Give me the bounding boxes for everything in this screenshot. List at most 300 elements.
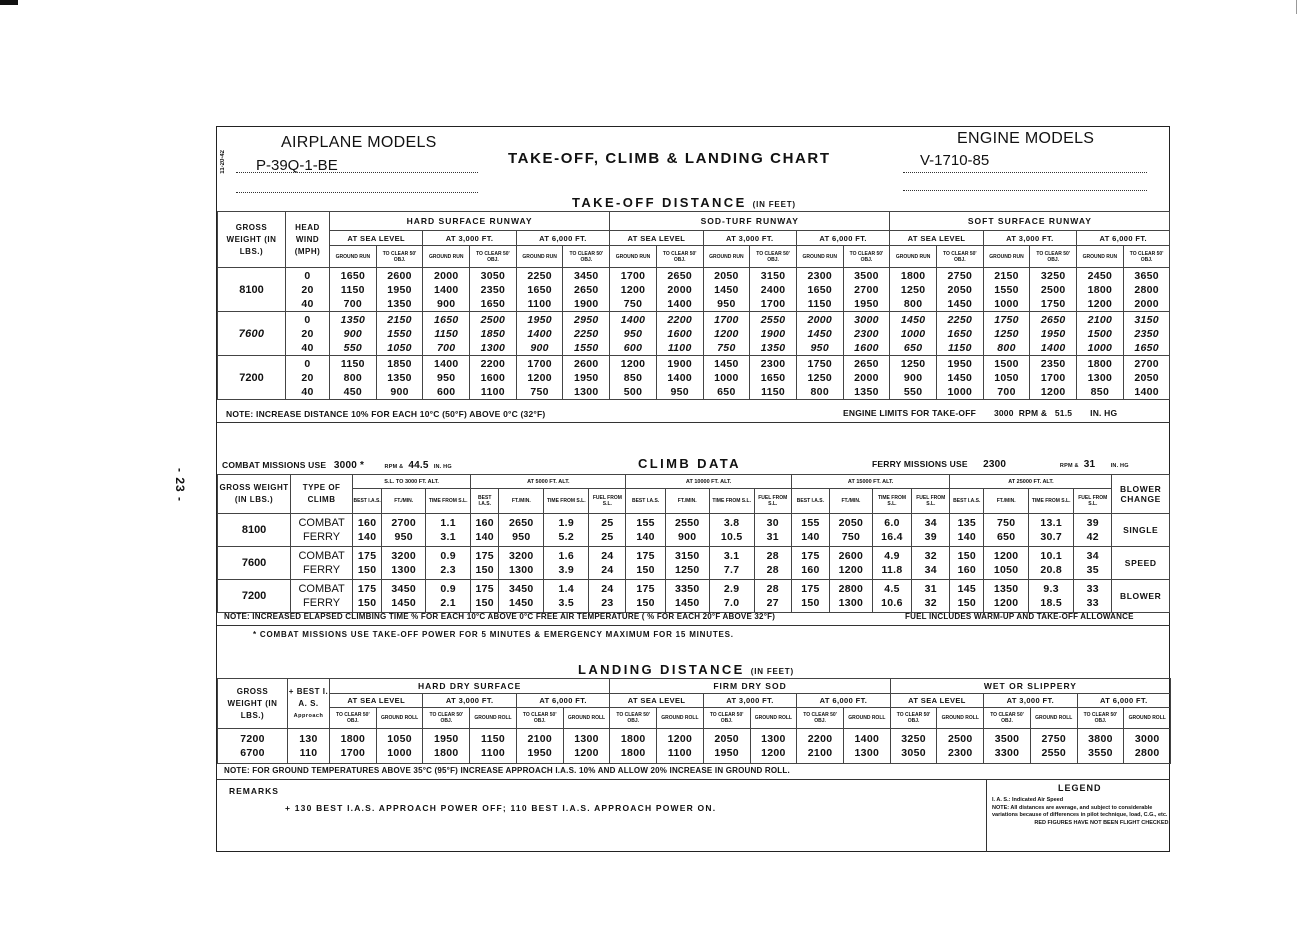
distance-value: 1850	[480, 327, 506, 340]
landing-value: 3300	[994, 747, 1020, 759]
climb-value: 135	[957, 517, 976, 529]
distance-value: 750	[717, 341, 736, 354]
column-header: TO CLEAR 50' OBJ.	[890, 708, 937, 729]
distance-value: 1150	[434, 327, 459, 340]
climb-cell	[791, 514, 829, 547]
distance-cell	[1123, 268, 1170, 312]
distance-value: 2650	[854, 357, 879, 370]
climb-value: 30	[766, 517, 779, 529]
engine-model-line-2	[903, 190, 1147, 191]
head-wind-cell	[286, 356, 330, 400]
head-wind-value: 0	[304, 269, 311, 282]
landing-value: 2300	[948, 747, 973, 759]
landing-value: 1950	[434, 733, 459, 745]
altitude-header: AT SEA LEVEL	[330, 231, 423, 246]
column-header: TO CLEAR 50' OBJ.	[936, 246, 983, 268]
weight-cell: 8100	[218, 268, 286, 312]
climb-value: 3450	[509, 583, 534, 595]
distance-cell	[890, 268, 937, 312]
climb-cell	[382, 514, 426, 547]
distance-value: 1900	[574, 297, 599, 310]
climb-rule	[217, 625, 1170, 626]
distance-value: 600	[623, 341, 643, 354]
distance-value: 1700	[527, 357, 552, 370]
distance-value: 3250	[1040, 269, 1066, 282]
best-ias-label: + BEST I. A. S.	[288, 686, 329, 708]
distance-cell	[1077, 268, 1124, 312]
climb-cell	[830, 514, 873, 547]
altitude-header: AT SEA LEVEL	[890, 694, 983, 708]
distance-cell	[516, 356, 563, 400]
climb-cell	[1074, 547, 1112, 580]
legend-red-note: RED FIGURES HAVE NOT BEEN FLIGHT CHECKED.	[1034, 819, 1170, 826]
climb-type: FERRY	[303, 564, 341, 576]
column-header: FUEL FROM S.L.	[1074, 489, 1112, 514]
distance-value: 1400	[433, 283, 459, 296]
climb-value: 24	[601, 583, 614, 595]
distance-value: 1950	[527, 313, 552, 326]
climb-cell	[382, 547, 426, 580]
distance-cell	[936, 356, 983, 400]
column-header: TO CLEAR 50' OBJ.	[656, 246, 703, 268]
distance-value: 1650	[527, 283, 552, 296]
climb-value: 3200	[509, 550, 534, 562]
weight-value: 7200	[240, 733, 265, 745]
distance-value: 1950	[947, 357, 973, 370]
landing-cell	[890, 729, 937, 764]
climb-value: 1200	[838, 564, 864, 576]
altitude-header: AT 6,000 FT.	[797, 694, 891, 708]
distance-value: 1000	[1087, 341, 1113, 354]
distance-cell	[376, 356, 423, 400]
distance-cell	[796, 268, 843, 312]
distance-value: 650	[717, 385, 736, 398]
climb-cell	[709, 547, 754, 580]
landing-table	[217, 678, 1171, 764]
climb-value: 1450	[509, 597, 534, 609]
climb-value: 900	[678, 531, 697, 543]
altitude-group-header: AT 10000 FT. ALT.	[626, 475, 791, 489]
distance-value: 2050	[947, 283, 973, 296]
column-header: TO CLEAR 50' OBJ.	[984, 708, 1031, 729]
climb-value: 175	[357, 550, 377, 562]
distance-cell	[1077, 356, 1124, 400]
climb-cell	[1029, 514, 1074, 547]
climb-value: 3200	[391, 550, 416, 562]
climb-cell	[353, 547, 382, 580]
distance-value: 2250	[947, 313, 973, 326]
climb-cell	[754, 514, 791, 547]
climb-cell	[626, 580, 665, 613]
distance-cell	[563, 312, 610, 356]
climb-cell	[754, 580, 791, 613]
climb-value: 150	[357, 564, 377, 576]
distance-value: 2700	[854, 283, 879, 296]
climb-title: CLIMB DATA	[638, 456, 741, 471]
distance-value: 3050	[480, 269, 506, 282]
climb-value: 13.1	[1040, 517, 1062, 529]
landing-value: 1200	[761, 747, 786, 759]
distance-value: 2200	[667, 313, 692, 326]
distance-value: 1350	[387, 371, 412, 384]
distance-value: 2950	[574, 313, 599, 326]
distance-value: 800	[343, 371, 363, 384]
distance-value: 1650	[340, 269, 366, 282]
distance-cell	[330, 268, 377, 312]
column-header: GROUND RUN	[703, 246, 750, 268]
climb-value: 33	[1086, 583, 1099, 595]
column-header: FUEL FROM S.L.	[589, 489, 626, 514]
climb-value: 1.6	[558, 550, 575, 562]
distance-value: 2000	[854, 371, 879, 384]
distance-cell	[470, 356, 517, 400]
column-header: TO CLEAR 50' OBJ.	[1030, 246, 1077, 268]
takeoff-note: NOTE: INCREASE DISTANCE 10% FOR EACH 10°C (50°F) ABOVE 0°C (32°F)	[226, 409, 546, 419]
distance-value: 1650	[433, 313, 459, 326]
combat-missions-line: COMBAT MISSIONS USE 3000 * RPM & 44.5 IN. HG	[222, 460, 452, 471]
climb-value: 3450	[391, 583, 416, 595]
distance-value: 950	[670, 385, 689, 398]
distance-value: 2650	[574, 283, 599, 296]
distance-value: 1400	[667, 371, 692, 384]
climb-value: 2700	[391, 517, 416, 529]
chart-title: TAKE-OFF, CLIMB & LANDING CHART	[508, 150, 831, 167]
column-header: GROUND RUN	[983, 246, 1030, 268]
climb-value: 6.0	[884, 517, 900, 529]
climb-value: 30.7	[1040, 531, 1062, 543]
climb-value: 10.1	[1040, 550, 1062, 562]
distance-cell	[1123, 356, 1170, 400]
column-header: TO CLEAR 50' OBJ.	[610, 708, 657, 729]
distance-value: 1000	[994, 297, 1019, 310]
head-wind-value: 20	[301, 371, 314, 384]
climb-value: 140	[801, 531, 820, 543]
distance-value: 1600	[667, 327, 692, 340]
page-edge-mark	[0, 0, 18, 5]
climb-value: 3.1	[440, 531, 456, 543]
distance-value: 1450	[900, 313, 926, 326]
landing-value: 3000	[1134, 733, 1160, 745]
distance-cell	[376, 268, 423, 312]
climb-cell	[709, 580, 754, 613]
climb-value: 31	[924, 583, 937, 595]
column-header: GROUND ROLL	[1030, 708, 1077, 729]
remarks-title: REMARKS	[229, 786, 279, 796]
surface-header: WET OR SLIPPERY	[890, 679, 1170, 694]
climb-cell	[830, 547, 873, 580]
landing-cell	[376, 729, 423, 764]
climb-cell	[544, 514, 589, 547]
climb-value: 24	[601, 564, 614, 576]
document-code: 11-20-42	[220, 150, 226, 174]
climb-value: 1.4	[558, 583, 575, 595]
climb-value: 140	[475, 531, 494, 543]
column-header: TO CLEAR 50' OBJ.	[330, 708, 377, 729]
distance-value: 2600	[387, 269, 412, 282]
climb-value: 150	[475, 597, 494, 609]
surface-header: FIRM DRY SOD	[610, 679, 890, 694]
column-header: TIME FROM S.L.	[709, 489, 754, 514]
distance-value: 1200	[620, 357, 646, 370]
climb-value: 16.4	[881, 531, 903, 543]
column-header: GROUND ROLL	[750, 708, 797, 729]
climb-cell	[471, 514, 499, 547]
landing-value: 3500	[994, 733, 1020, 745]
altitude-header: AT SEA LEVEL	[610, 231, 703, 246]
distance-cell	[890, 312, 937, 356]
distance-cell	[423, 356, 470, 400]
climb-value: 35	[1086, 564, 1099, 576]
distance-value: 2350	[480, 283, 506, 296]
gross-weight-header: GROSS WEIGHT (IN LBS.)	[218, 679, 288, 729]
climb-cell	[872, 547, 911, 580]
climb-value: 750	[996, 517, 1016, 529]
distance-cell	[983, 356, 1030, 400]
distance-value: 800	[903, 297, 923, 310]
distance-value: 1400	[433, 357, 459, 370]
climb-value: 31	[766, 531, 779, 543]
distance-cell	[610, 312, 657, 356]
distance-value: 750	[623, 297, 643, 310]
climb-value: 28	[766, 564, 779, 576]
distance-cell	[516, 268, 563, 312]
column-header: GROUND ROLL	[376, 708, 423, 729]
distance-value: 1750	[994, 313, 1019, 326]
climb-value: 23	[601, 597, 614, 609]
distance-value: 750	[530, 385, 549, 398]
landing-value: 1950	[527, 747, 553, 759]
landing-value: 2050	[714, 733, 739, 745]
landing-cell	[1077, 729, 1124, 764]
climb-value: 2550	[674, 517, 700, 529]
legend-title: LEGEND	[1058, 783, 1102, 793]
distance-value: 2000	[807, 313, 833, 326]
column-header: TO CLEAR 50' OBJ.	[470, 246, 517, 268]
landing-value: 1950	[714, 747, 739, 759]
distance-value: 700	[997, 385, 1016, 398]
column-header: TO CLEAR 50' OBJ.	[1077, 708, 1124, 729]
climb-value: 3350	[674, 583, 700, 595]
climb-value: 175	[801, 583, 820, 595]
climb-value: 1200	[993, 550, 1019, 562]
column-header: TO CLEAR 50' OBJ.	[750, 246, 797, 268]
distance-cell	[330, 356, 377, 400]
climb-value: 3.1	[723, 550, 740, 562]
climb-value: 18.5	[1040, 597, 1062, 609]
climb-value: 2800	[838, 583, 864, 595]
climb-type: FERRY	[303, 597, 341, 609]
distance-cell	[1077, 312, 1124, 356]
climb-value: 140	[636, 531, 655, 543]
climb-cell	[471, 547, 499, 580]
distance-value: 1900	[667, 357, 692, 370]
distance-cell	[843, 356, 890, 400]
takeoff-table	[217, 211, 1170, 400]
climb-value: 650	[996, 531, 1016, 543]
climb-cell	[499, 514, 544, 547]
distance-value: 1450	[807, 327, 833, 340]
combat-note: * COMBAT MISSIONS USE TAKE-OFF POWER FOR 5 MINUTES & EMERGENCY MAXIMUM FOR 15 MINUTES.	[253, 630, 734, 639]
distance-cell	[983, 268, 1030, 312]
distance-value: 1150	[340, 283, 365, 296]
climb-cell	[353, 514, 382, 547]
distance-cell	[843, 312, 890, 356]
distance-value: 1150	[807, 297, 832, 310]
column-header: GROUND RUN	[1077, 246, 1124, 268]
landing-note: NOTE: FOR GROUND TEMPERATURES ABOVE 35°C (95°F) INCREASE APPROACH I.A.S. 10% AND ALLOW 20% INCREASE IN GROUND ROLL.	[224, 766, 790, 775]
distance-value: 3500	[854, 269, 879, 282]
distance-cell	[423, 312, 470, 356]
distance-value: 2450	[1087, 269, 1113, 282]
distance-value: 1000	[900, 327, 926, 340]
climb-value: 2.1	[440, 597, 456, 609]
distance-cell	[983, 312, 1030, 356]
altitude-group-header: AT 25000 FT. ALT.	[950, 475, 1112, 489]
distance-value: 1450	[947, 371, 973, 384]
climb-value: 1450	[391, 597, 416, 609]
distance-cell	[563, 356, 610, 400]
distance-value: 900	[903, 371, 923, 384]
altitude-header: AT 6,000 FT.	[796, 231, 889, 246]
climb-value: 1300	[838, 597, 864, 609]
legend-note: NOTE: All distances are average, and subject to considerable variations because of differences in pilot technique, load, C.G., etc.	[992, 804, 1168, 818]
distance-value: 1700	[714, 313, 739, 326]
distance-value: 2000	[667, 283, 692, 296]
ias-value: 110	[299, 747, 318, 759]
distance-value: 1450	[714, 357, 739, 370]
distance-cell	[936, 268, 983, 312]
distance-value: 2100	[1087, 313, 1113, 326]
distance-value: 1700	[1040, 371, 1066, 384]
distance-value: 950	[437, 371, 456, 384]
distance-value: 1750	[807, 357, 833, 370]
column-header: FT./MIN.	[830, 489, 873, 514]
distance-value: 3650	[1134, 269, 1159, 282]
distance-value: 1800	[1087, 283, 1113, 296]
landing-value: 1300	[761, 733, 786, 745]
landing-value: 2800	[1134, 747, 1160, 759]
distance-cell	[610, 356, 657, 400]
column-header: FT./MIN.	[984, 489, 1029, 514]
climb-value: 2050	[838, 517, 864, 529]
engine-model-line	[903, 172, 1147, 173]
climb-value: 950	[394, 531, 413, 543]
column-header: TIME FROM S.L.	[1029, 489, 1074, 514]
column-header: TO CLEAR 50' OBJ.	[423, 708, 470, 729]
airplane-models-title: AIRPLANE MODELS	[281, 134, 437, 151]
climb-value: 25	[601, 531, 614, 543]
climb-value: 160	[957, 564, 976, 576]
distance-value: 1200	[527, 371, 552, 384]
distance-value: 2150	[994, 269, 1019, 282]
climb-value: 1.1	[440, 517, 456, 529]
climb-table	[217, 474, 1170, 613]
climb-value: 2650	[509, 517, 534, 529]
climb-cell	[709, 514, 754, 547]
head-wind-header: HEAD WIND (MPH)	[286, 212, 330, 268]
distance-value: 3000	[854, 313, 879, 326]
surface-header: HARD SURFACE RUNWAY	[330, 212, 610, 231]
climb-value: 4.5	[884, 583, 900, 595]
landing-value: 1300	[574, 733, 599, 745]
climb-value: 1050	[993, 564, 1019, 576]
distance-value: 1950	[854, 297, 879, 310]
airplane-model: P-39Q-1-BE	[256, 157, 338, 174]
landing-cell	[470, 729, 517, 764]
climb-cell	[754, 547, 791, 580]
distance-value: 1650	[480, 297, 506, 310]
distance-value: 900	[437, 297, 456, 310]
climb-value: 175	[636, 583, 655, 595]
column-header: TIME FROM S.L.	[544, 489, 589, 514]
landing-value: 1100	[667, 747, 692, 759]
climb-value: 160	[475, 517, 494, 529]
column-header: TO CLEAR 50' OBJ.	[1123, 246, 1170, 268]
distance-value: 1100	[527, 297, 552, 310]
climb-value: 155	[801, 517, 820, 529]
takeoff-rule	[217, 422, 1170, 423]
distance-value: 2350	[1134, 327, 1159, 340]
column-header: TIME FROM S.L.	[426, 489, 471, 514]
landing-cell	[657, 729, 704, 764]
distance-value: 1850	[387, 357, 412, 370]
climb-cell	[984, 580, 1029, 613]
climb-cell	[626, 547, 665, 580]
climb-cell	[499, 547, 544, 580]
climb-cell	[872, 580, 911, 613]
distance-value: 1800	[900, 269, 926, 282]
column-header: FT./MIN.	[382, 489, 426, 514]
column-header: GROUND ROLL	[843, 708, 890, 729]
climb-cell	[626, 514, 665, 547]
distance-value: 2650	[1040, 313, 1066, 326]
climb-value: 150	[475, 564, 494, 576]
distance-value: 1300	[574, 385, 599, 398]
distance-value: 1550	[994, 283, 1019, 296]
climb-value: 2.3	[440, 564, 456, 576]
blower-cell: SINGLE	[1112, 514, 1170, 547]
weight-cell: 7600	[218, 547, 291, 580]
distance-value: 1950	[1040, 327, 1066, 340]
climb-value: 160	[357, 517, 377, 529]
distance-cell	[656, 356, 703, 400]
distance-value: 1300	[1087, 371, 1113, 384]
distance-cell	[936, 312, 983, 356]
climb-value: 3150	[674, 550, 700, 562]
landing-value: 1800	[340, 733, 366, 745]
distance-value: 1400	[1040, 341, 1066, 354]
distance-value: 700	[343, 297, 363, 310]
distance-value: 1400	[527, 327, 552, 340]
altitude-group-header: AT 15000 FT. ALT.	[791, 475, 950, 489]
distance-cell	[610, 268, 657, 312]
distance-value: 3150	[1134, 313, 1159, 326]
climb-type-cell	[291, 580, 353, 613]
climb-value: 1.9	[558, 517, 575, 529]
distance-cell	[516, 312, 563, 356]
distance-value: 2300	[760, 357, 786, 370]
head-wind-value: 20	[301, 283, 314, 296]
climb-value: 2.9	[723, 583, 740, 595]
landing-value: 1700	[340, 747, 366, 759]
distance-value: 1450	[714, 283, 739, 296]
climb-value: 7.0	[723, 597, 740, 609]
climb-cell	[382, 580, 426, 613]
landing-cell	[1124, 729, 1171, 764]
climb-value: 150	[636, 564, 655, 576]
climb-value: 1300	[391, 564, 416, 576]
distance-value: 2000	[433, 269, 459, 282]
